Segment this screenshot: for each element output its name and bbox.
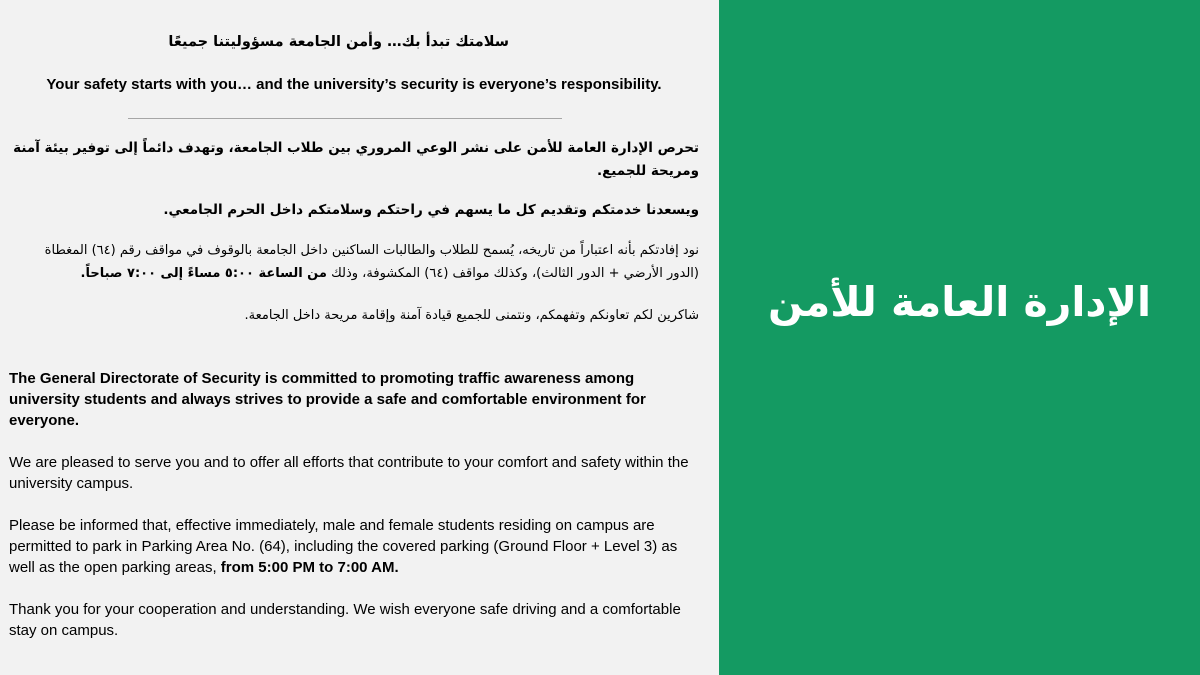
english-parking-text: Please be informed that, effective immediately, male and female students residing on campus are permitted to park in Parking Area No. (64), including the covered parking (Ground Floor + Level 3) as well as the open parking areas, (9, 517, 678, 576)
arabic-paragraph-service: ويسعدنا خدمتكم وتقديم كل ما يسهم في راحتكم وسلامتكم داخل الحرم الجامعي. (163, 202, 699, 218)
arabic-slogan: سلامتك تبدأ بك… وأمن الجامعة مسؤوليتنا جميعًا (168, 34, 509, 50)
english-slogan: Your safety starts with you… and the university’s security is everyone’s responsibility. (46, 76, 662, 93)
arabic-paragraph-awareness: تحرص الإدارة العامة للأمن على نشر الوعي المروري بين طلاب الجامعة، وتهدف دائماً إلى توفير بيئة آمنة ومريحة للجميع. (13, 140, 699, 179)
english-paragraph-awareness: The General Directorate of Security is committed to promoting traffic awareness among university students and always strives to provide a safe and comfortable environment for everyone. (9, 370, 646, 429)
directorate-title: الإدارة العامة للأمن (767, 278, 1152, 326)
divider (128, 118, 562, 119)
arabic-parking-hours: من الساعة ٥:٠٠ مساءً إلى ٧:٠٠ صباحاً. (80, 266, 327, 281)
english-parking-hours: from 5:00 PM to 7:00 AM. (220, 559, 399, 576)
english-paragraph-parking (9, 515, 689, 578)
brand-panel (719, 0, 1200, 675)
arabic-parking-text: نود إفادتكم بأنه اعتباراً من تاريخه، يُسمح للطلاب والطالبات الساكنين داخل الجامعة بالوقوف في مواقف رقم (٦٤) المغطاة (الدور الأرضي + الدور الثالث)، وكذلك مواقف (٦٤) المكشوفة، وذلك (44, 243, 699, 281)
english-paragraph-thanks: Thank you for your cooperation and understanding. We wish everyone safe driving and a comfortable stay on campus. (9, 601, 681, 639)
arabic-paragraph-thanks: شاكرين لكم تعاونكم وتفهمكم، ونتمنى للجميع قيادة آمنة وإقامة مريحة داخل الجامعة. (244, 308, 699, 323)
arabic-paragraph-parking (9, 239, 699, 285)
english-paragraph-service: We are pleased to serve you and to offer all efforts that contribute to your comfort and safety within the university campus. (9, 454, 689, 492)
